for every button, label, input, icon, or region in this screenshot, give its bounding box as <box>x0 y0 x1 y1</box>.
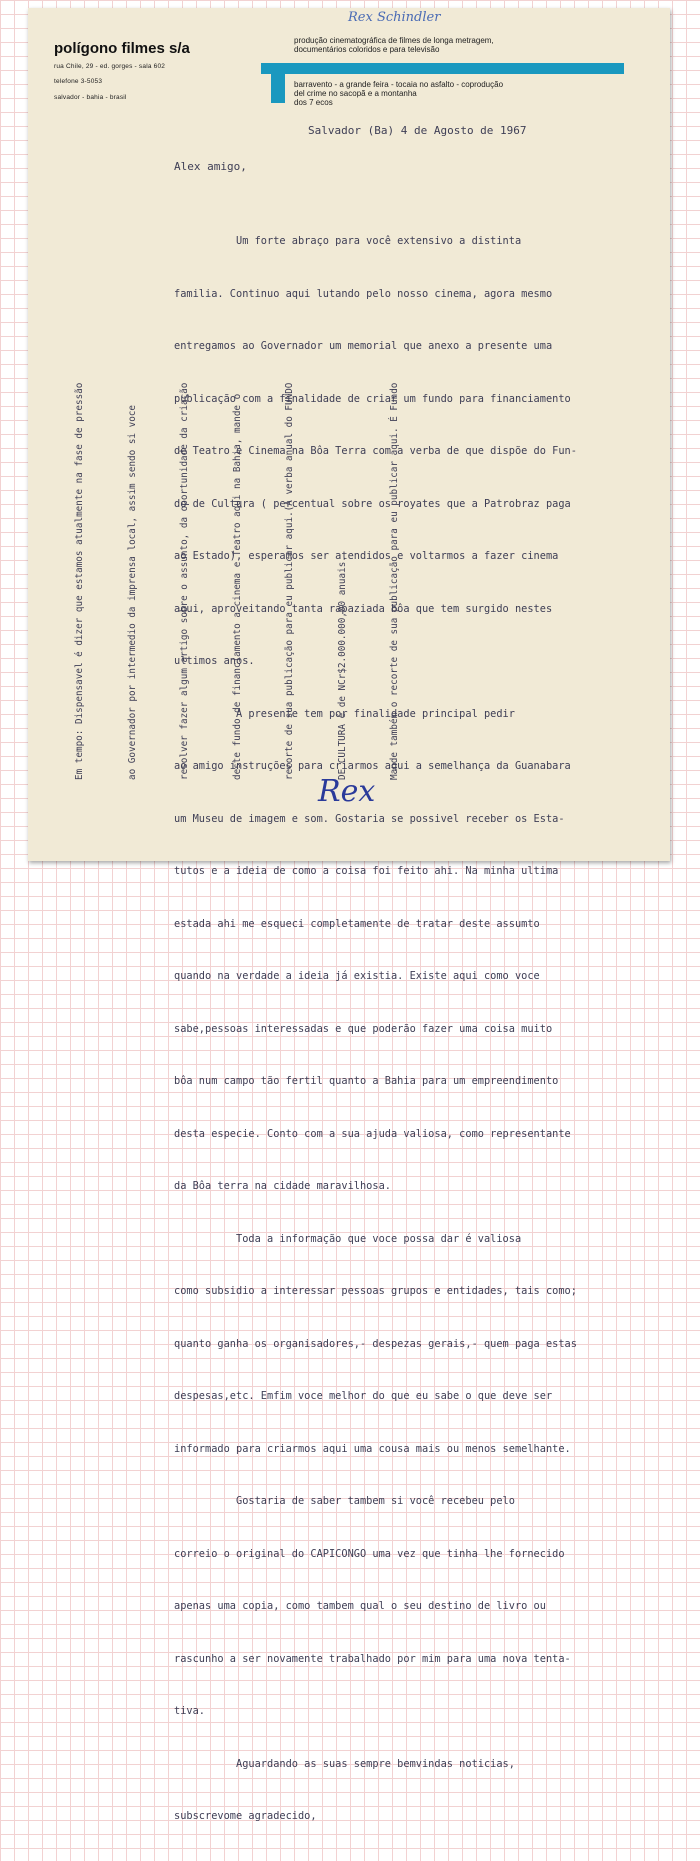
body-line: subscrevome agradecido, <box>174 1810 317 1822</box>
body-line: A presente tem por finalidade principal pedir <box>174 707 515 720</box>
body-line: um Museu de imagem e som. Gostaria se possivel receber os Esta- <box>174 812 565 825</box>
body-line: ultimos anos. <box>174 655 255 667</box>
address-line: rua Chile, 29 - ed. gorges - sala 602 <box>54 63 166 70</box>
body-line: publicação com a finalidade de criar um fundo para financiamento <box>174 392 571 405</box>
body-line: do de Cultura ( percentual sobre os royates que a Patrobraz paga <box>174 497 571 510</box>
body-line: Toda a informação que voce possa dar é valiosa <box>174 1232 522 1245</box>
tagline-line: produção cinematográfica de filmes de longa metragem, <box>294 36 494 45</box>
phone-line: telefone 3-5053 <box>54 78 103 85</box>
body-line: correio o original do CAPICONGO uma vez que tinha lhe fornecido <box>174 1547 565 1560</box>
films-line: del crime no sacopã e a montanha <box>294 89 417 98</box>
side-note-line: DE CULTURA é de NCr$2.000.000,00 anuais. <box>336 556 348 780</box>
side-note <box>36 383 439 780</box>
body-line: aqui, aproveitando tanta rapaziada bôa que tem surgido nestes <box>174 602 553 615</box>
body-line: tiva. <box>174 1705 205 1717</box>
body-line: bôa num campo tão fertil quanto a Bahia para um empreendimento <box>174 1075 559 1087</box>
side-note-line: recorte de sua publicação para eu publicar aqui.(A verba anual do FUNDO <box>284 382 295 780</box>
body-line: entregamos ao Governador um memorial que anexo a presente uma <box>174 340 553 352</box>
letterhead-logo-stem <box>271 63 285 103</box>
side-note-line: ao Governador por intermedio da imprensa local, assim sendo si voce <box>126 404 138 780</box>
city-line: salvador - bahia - brasil <box>54 94 127 101</box>
handwritten-signature: Rex <box>318 774 376 809</box>
letterhead-logo-bar <box>261 63 624 74</box>
body-line: estada ahi me esqueci completamente de tratar deste assumto <box>174 917 540 930</box>
side-note-line: Mande também o recorte de sua publicação para eu publicar aqui. É Fundo <box>389 382 400 780</box>
body-line: de Teatro e Cinema na Bôa Terra com a verba de que dispõe do Fun- <box>174 445 577 457</box>
body-line: familia. Continuo aqui lutando pelo nosso cinema, agora mesmo <box>174 287 553 300</box>
body-line: ao amigo instruções para criarmos aqui a semelhança da Guanabara <box>174 760 571 772</box>
body-line: ao Estado), esperamos ser atendidos e voltarmos a fazer cinema <box>174 550 559 562</box>
letter-salutation: Alex amigo, <box>174 160 247 173</box>
body-line: quanto ganha os organisadores,- despezas gerais,- quem paga estas <box>174 1337 577 1350</box>
letter-paper <box>28 8 670 1822</box>
body-line: sabe,pessoas interessadas e que poderão fazer uma coisa muito <box>174 1022 553 1035</box>
letter-date: Salvador (Ba) 4 de Agosto de 1967 <box>308 124 527 137</box>
side-note-line: Em tempo: Dispensavel é dizer que estamos atualmente na fase de pressão <box>74 382 85 780</box>
body-line: apenas uma copia, como tambem qual o seu destino de livro ou <box>174 1600 546 1612</box>
side-note-line: resolver fazer algum artigo sobre o assunto, da oportunidade da criação <box>179 382 190 780</box>
body-line: quando na verdade a ideia já existia. Existe aqui como voce <box>174 970 540 982</box>
films-line: barravento - a grande feira - tocaia no asfalto - coprodução <box>294 80 504 89</box>
body-line: Um forte abraço para você extensivo a distinta <box>174 235 522 247</box>
tagline-line: documentários coloridos e para televisão <box>294 45 440 54</box>
body-line: da Bôa terra na cidade maravilhosa. <box>174 1180 391 1192</box>
company-name: polígono filmes s/a <box>54 40 190 57</box>
films-line: dos 7 ecos <box>294 98 333 107</box>
body-line: desta especie. Conto com a sua ajuda valiosa, como representante <box>174 1127 571 1140</box>
body-line: informado para criarmos aqui uma cousa mais ou menos semelhante. <box>174 1442 571 1455</box>
body-line: tutos e a ideia de como a coisa foi feito ahi. Na minha ultima <box>174 865 559 877</box>
body-line: Gostaria de saber tambem si você recebeu pelo <box>174 1495 515 1507</box>
body-line: rascunho a ser novamente trabalhado por mim para uma nova tenta- <box>174 1652 571 1665</box>
side-note-line: deste fundo de financiamento a cinema e Teatro aqui na Bahia, mande o <box>231 393 243 780</box>
body-line: como subsidio a interessar pessoas grupos e entidades, tais como; <box>174 1285 577 1297</box>
body-line: despesas,etc. Emfim voce melhor do que eu sabe o que deve ser <box>174 1390 553 1402</box>
handwritten-note: Rex Schindler <box>348 10 441 25</box>
body-line: Aguardando as suas sempre bemvindas noticias, <box>174 1757 515 1770</box>
